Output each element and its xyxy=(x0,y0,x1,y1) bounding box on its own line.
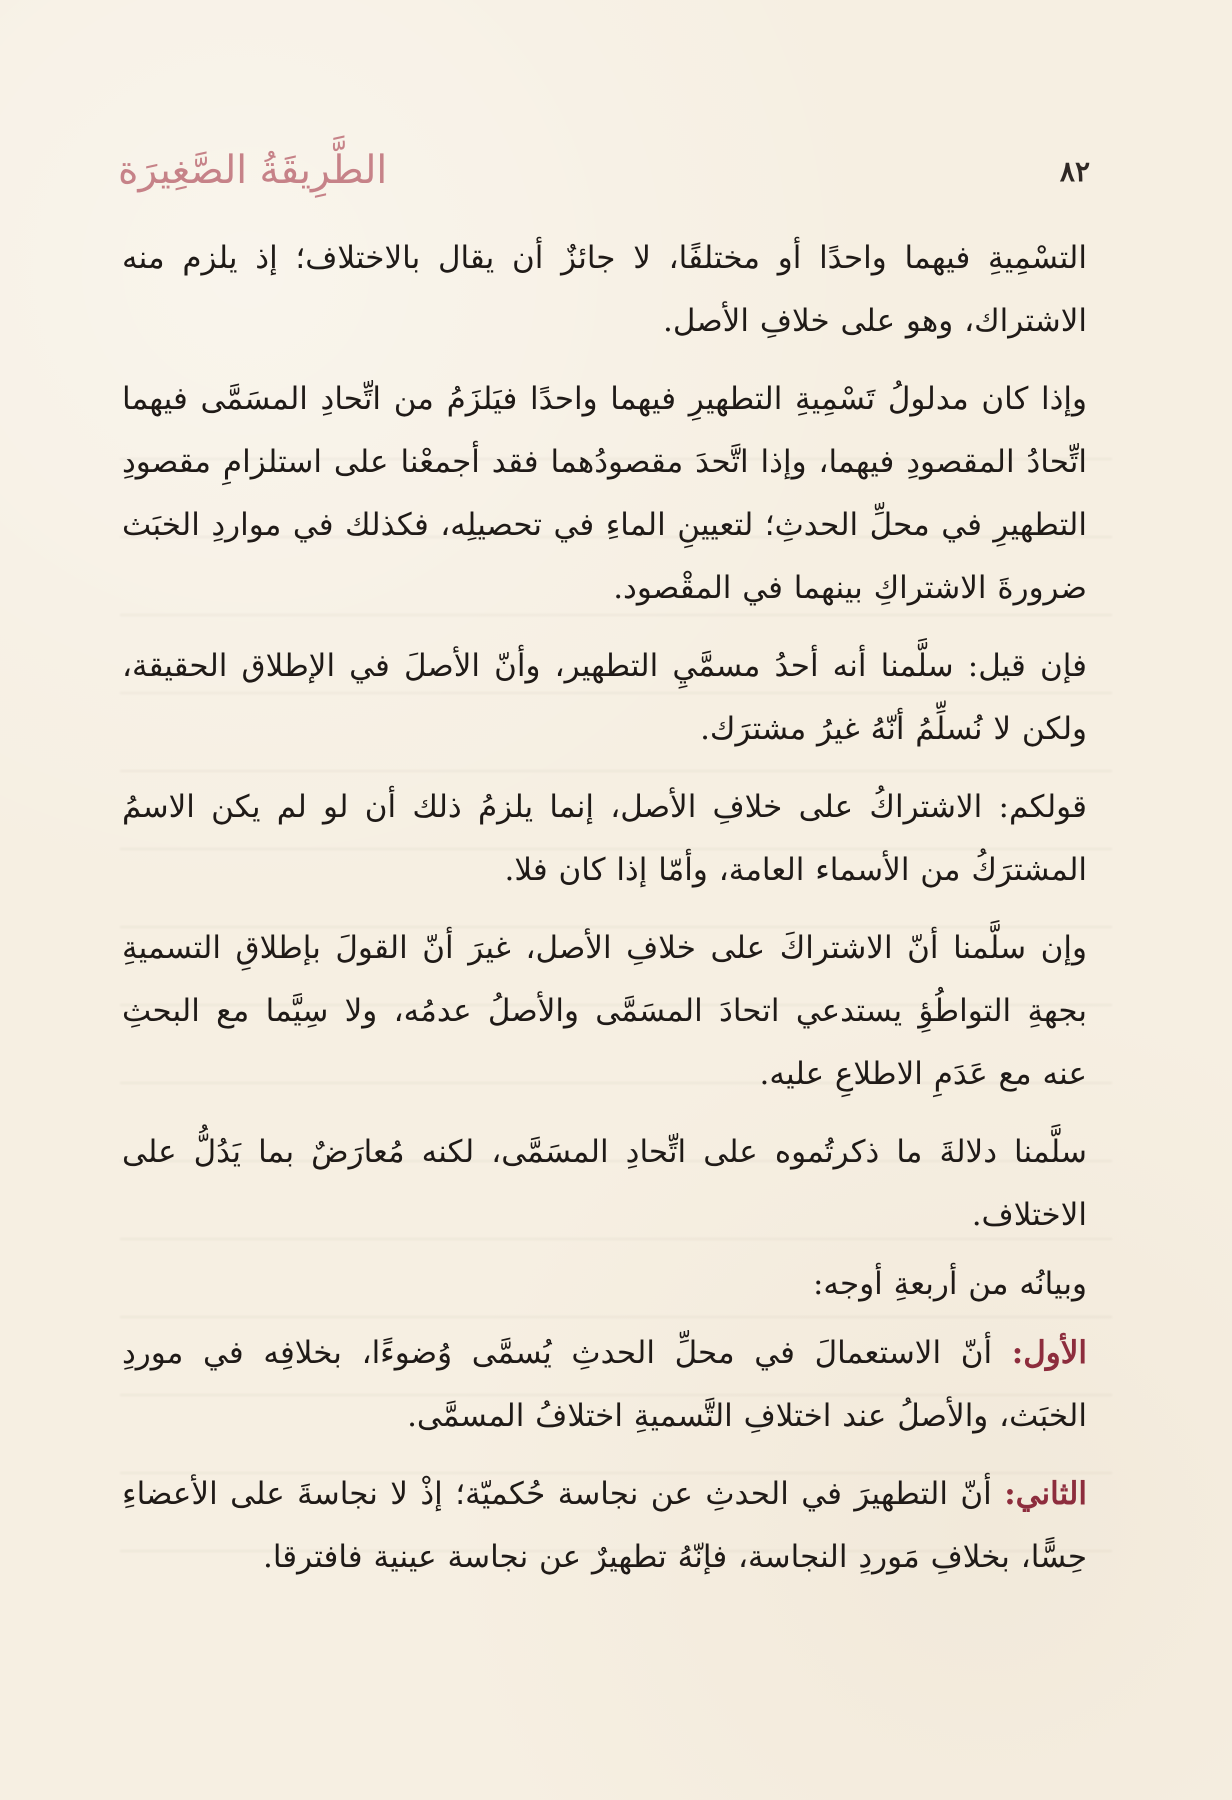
paragraph-5: وإن سلَّمنا أنّ الاشتراكَ على خلافِ الأصل، غيرَ أنّ القولَ بإطلاقِ التسميةِ بجهةِ التواطُؤِ يستدعي اتحادَ المسَمَّى والأصلُ عدمُه، ولا سِيَّما مع البحثِ عنه مع عَدَمِ الاطلاعِ عليه. xyxy=(122,930,1088,1092)
page-header xyxy=(118,150,1090,210)
paragraph-2: وإذا كان مدلولُ تَسْمِيةِ التطهيرِ فيهما واحدًا فيَلزَمُ من اتِّحادِ المسَمَّى فيهما اتِّحادُ المقصودِ فيهما، وإذا اتَّحدَ مقصودُهما فقد أجمعْنا على استلزامِ مقصودِ التطهيرِ في محلِّ الحدثِ؛ لتعيينِ الماءِ في تحصيلِه، فكذلك في مواردِ الخبَث ضرورةَ الاشتراكِ بينهما في المقْصود. xyxy=(122,381,1087,606)
point-two-text: أنّ التطهيرَ في الحدثِ عن نجاسة حُكميّة؛ إذْ لا نجاسةَ على الأعضاءِ حِسًّا، بخلافِ مَوردِ النجاسة، فإنّهُ تطهيرٌ عن نجاسة عينية فافترقا. xyxy=(122,1476,1087,1575)
paragraph-4: قولكم: الاشتراكُ على خلافِ الأصل، إنما يلزمُ ذلك أن لو لم يكن الاسمُ المشترَكُ من الأسماء العامة، وأمّا إذا كان فلا. xyxy=(122,789,1087,888)
point-one-text: أنّ الاستعمالَ في محلِّ الحدثِ يُسمَّى وُضوءًا، بخلافِه في موردِ الخبَث، والأصلُ عند اختلافِ التَّسميةِ اختلافُ المسمَّى. xyxy=(122,1335,1087,1434)
point-one-label: الأول: xyxy=(1011,1335,1087,1371)
paragraph-1: التسْمِيةِ فيهما واحدًا أو مختلفًا، لا جائزٌ أن يقال بالاختلاف؛ إذ يلزم منه الاشتراك، وهو على خلافِ الأصل. xyxy=(122,240,1087,339)
paragraph-6: سلَّمنا دلالةَ ما ذكرتُموه على اتِّحادِ المسَمَّى، لكنه مُعارَضٌ بما يَدُلُّ على الاختلاف. xyxy=(122,1134,1087,1233)
point-two-label: الثاني: xyxy=(1004,1476,1087,1512)
point-two xyxy=(122,1463,1087,1589)
paragraph-3: فإن قيل: سلَّمنا أنه أحدُ مسمَّيِ التطهير، وأنّ الأصلَ في الإطلاق الحقيقة، ولكن لا نُسلِّمُ أنّهُ غيرُ مشترَك. xyxy=(122,648,1087,747)
point-one xyxy=(122,1322,1087,1448)
page-body xyxy=(122,227,1087,1604)
book-title: الطَّرِيقَةُ الصَّغِيرَة xyxy=(118,148,388,193)
intro-line: وبيانُه من أربعةِ أوجه: xyxy=(812,1266,1087,1302)
page-number: ٨٢ xyxy=(1059,155,1090,188)
